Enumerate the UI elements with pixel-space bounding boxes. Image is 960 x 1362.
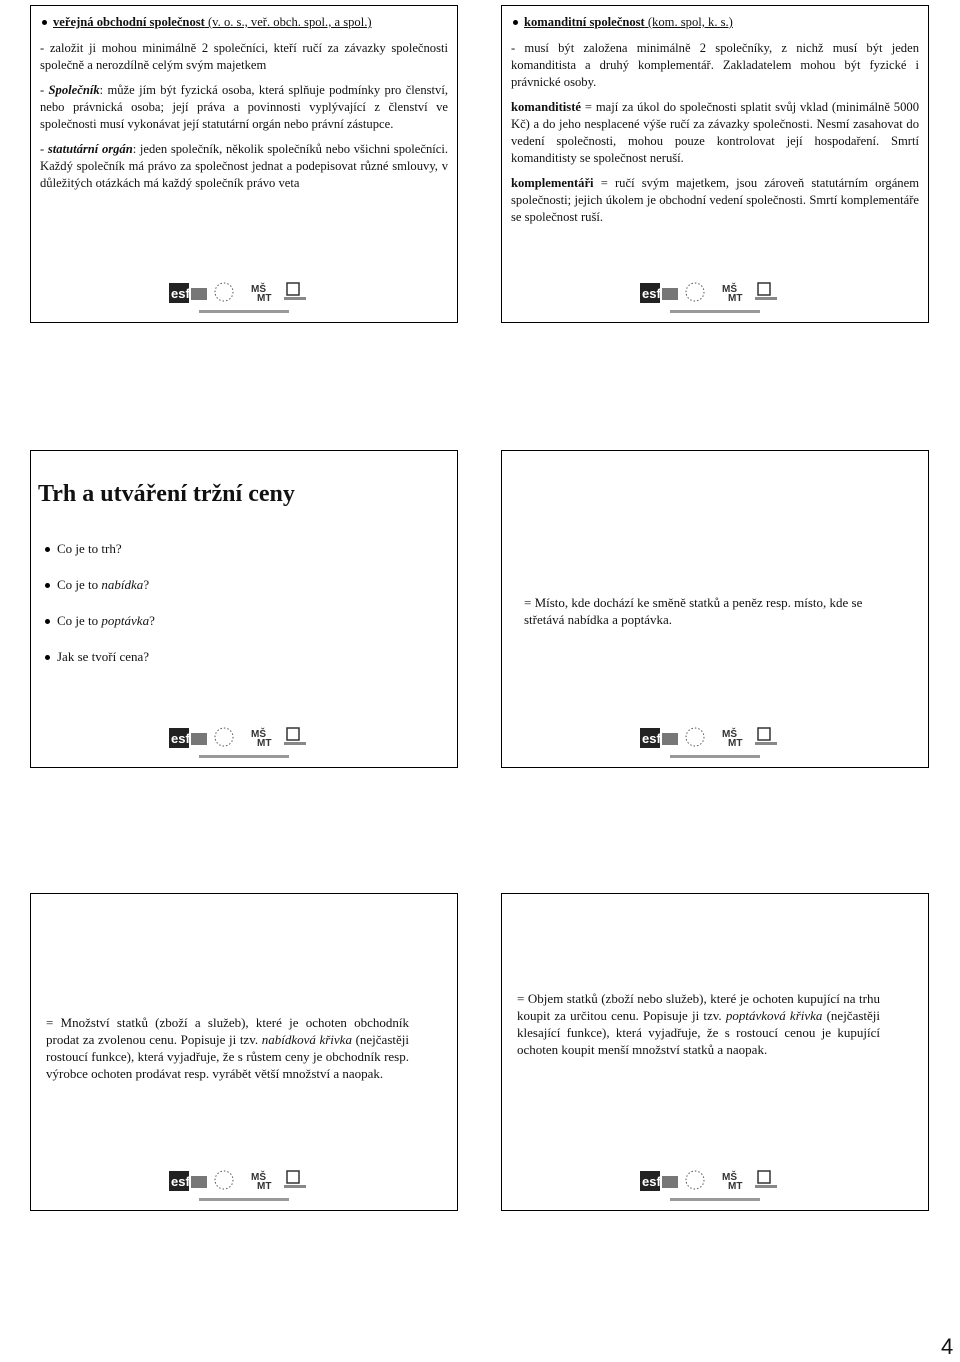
slide-vos-text [40,15,449,200]
question-mark: ? [149,613,155,628]
bullet-icon [45,547,50,552]
svg-text:MT: MT [257,1181,272,1192]
svg-text:MŠ: MŠ [722,284,737,295]
term: statutární orgán [47,142,133,156]
svg-text:MT: MT [728,293,743,304]
slide-ks [501,5,929,323]
svg-text:MŠ: MŠ [251,1172,266,1183]
slide-market-title [30,450,458,768]
paragraph: - statutární orgán: jeden společník, několik společníků nebo všichni společníci. Každý společník má právo za společnost jednat a podepisovat různé smlouvy, v důležitých otázkách má každý společník právo veta [40,142,449,190]
esf-logo-strip [169,280,319,316]
definition-part: (nejčastěji rostoucí funkce), která vyjadřuje, že s růstem ceny je obchodník resp. výrobce ochoten prodávat resp. vyrábět větší množství a naopak. [46,1032,409,1081]
question-mark: ? [143,577,150,592]
heading-term: komanditní společnost [524,15,645,29]
definition-text [46,1014,409,1090]
slide-ks-text [511,15,919,234]
bullet-icon [513,20,518,25]
definition-text: = Místo, kde dochází ke směně statků a peněz resp. místo, kde se střetává nabídka a poptávka. [524,595,863,627]
svg-text:esf: esf [171,731,190,746]
question-text: Co je to trh? [57,541,122,556]
definition-part: = Množství statků (zboží a služeb), které je ochoten obchodník prodat za zvolenou cenu. Popisuje ji tzv. [46,1015,409,1047]
question-text: Co je to [57,613,102,628]
bullet-icon [42,20,47,25]
esf-logo-strip [640,1168,790,1204]
term: komplementáři [511,176,594,190]
question-term: poptávka [101,613,150,628]
svg-text:MŠ: MŠ [251,729,266,740]
term: komanditisté [511,100,581,114]
svg-text:esf: esf [171,286,190,301]
esf-logo-strip [640,280,790,316]
svg-text:MŠ: MŠ [722,1172,737,1183]
definition: = ručí svým majetkem, jsou zároveň statutárním orgánem společnosti; jejich úkolem je obchodní vedení společnosti. Smrtí komplementáře se společnost ruší. [511,176,919,224]
question-list [45,541,155,685]
question-text: Jak se tvoří cena? [57,649,150,664]
heading-term: veřejná obchodní společnost [53,15,205,29]
bullet-icon [45,583,50,588]
svg-text:esf: esf [171,1174,190,1189]
list-item [45,577,155,594]
paragraph: - musí být založena minimálně 2 společníky, z nichž musí být jeden komanditista a druhý komplementář. Zakladatelem mohou být fyzické i právnické osoby. [511,41,919,89]
svg-text:MT: MT [257,293,272,304]
svg-text:esf: esf [642,731,661,746]
svg-text:MŠ: MŠ [722,729,737,740]
svg-text:esf: esf [642,286,661,301]
esf-logo-strip [640,725,790,761]
term: Společník [48,83,100,97]
esf-logo-strip [169,725,319,761]
paragraph: - založit ji mohou minimálně 2 společníci, kteří ručí za závazky společnosti společně a nerozdílně celým svým majetkem [40,41,448,72]
slide-supply-def [30,893,458,1211]
bullet-icon [45,655,50,660]
paragraph: - Společník: může jím být fyzická osoba, která splňuje podmínky pro členství, nebo právnická osoba; její práva a povinnosti vyplývající z členství ve společnosti musí vykonávat její statutární orgán nebo právní zástupce. [40,83,449,131]
slide-market-def [501,450,929,768]
curve-term: poptávková křivka [725,1008,823,1023]
paragraph [511,175,919,226]
definition-part: (nejčastěji klesající funkce), která vyjadřuje, že s rostoucí cenou je kupující ochoten koupit menší množství statků a naopak. [517,1008,881,1057]
svg-text:esf: esf [642,1174,661,1189]
esf-logo-strip [169,1168,319,1204]
definition-text [517,990,880,1066]
heading-abbrev: (v. o. s., veř. obch. spol., a spol.) [204,15,372,29]
definition: : může jím být fyzická osoba, která splňuje podmínky pro členství, nebo právnická osoba; její práva a povinnosti vyplývající z členství ve společnosti musí vykonávat její statutární orgán nebo právní zástupce. [40,83,449,131]
svg-text:MŠ: MŠ [251,284,266,295]
svg-text:MT: MT [728,738,743,749]
slide-title: Trh a utváření tržní ceny [38,481,295,507]
list-item [45,613,155,630]
heading-abbrev: (kom. spol, k. s.) [644,15,733,29]
curve-term: nabídková křivka [261,1032,352,1047]
svg-text:MT: MT [257,738,272,749]
definition-part: = Objem statků (zboží nebo služeb), které je ochoten kupující na trhu koupit za určitou cenu. Popisuje ji tzv. [517,991,880,1023]
slide-vos [30,5,458,323]
list-item [45,541,155,558]
question-text: Co je to [57,577,102,592]
list-item [45,649,155,666]
paragraph [511,99,919,167]
page-number: 4 [941,1334,954,1359]
definition: = mají za úkol do společnosti splatit svůj vklad (minimálně 5000 Kč) a do jeho nesplacené výše ručí za závazky společnosti. Nesmí zasahovat do vedení společnosti, mohou pouze kontrolovat její hospodaření. Smrtí komanditisty se společnost neruší. [511,100,919,165]
question-term: nabídka [101,577,144,592]
slide-demand-def [501,893,929,1211]
bullet-icon [45,619,50,624]
definition: : jeden společník, několik společníků nebo všichni společníci. Každý společník má právo za společnost jednat a podepisovat různé smlouvy, v důležitých otázkách má každý společník právo veta [40,142,449,190]
svg-text:MT: MT [728,1181,743,1192]
